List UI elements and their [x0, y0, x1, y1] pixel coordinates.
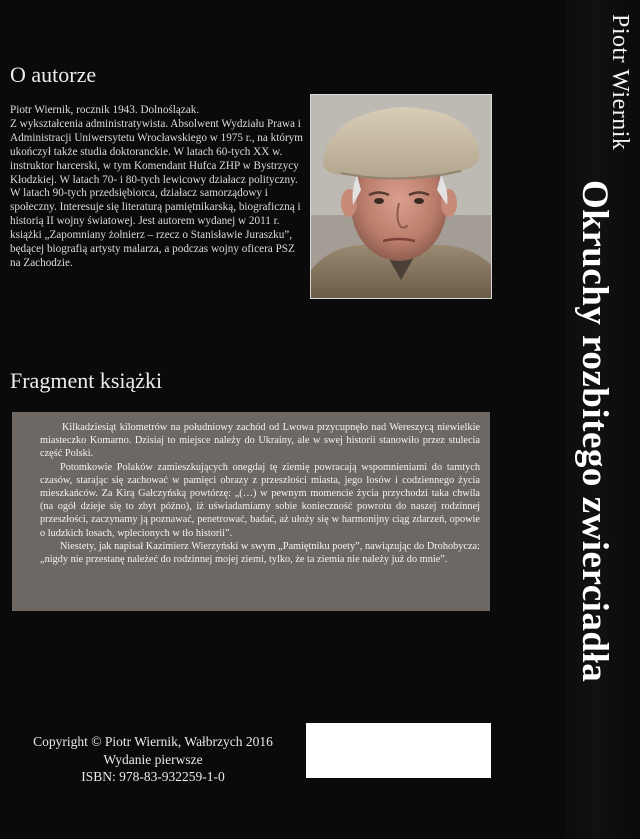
- colophon: [8, 733, 298, 786]
- spine-title: Okruchy rozbitego zwierciadła: [574, 180, 615, 683]
- isbn-line: ISBN: 978-83-932259-1-0: [81, 769, 225, 784]
- barcode-placeholder: [306, 723, 491, 778]
- fragment-paragraph: Potomkowie Polaków zamieszkujących onegdaj tę ziemię powracają wspomnieniami do tamtych czasów, starając się zachować w pamięci obrazy z przeszłości miasta, jego losów i codziennego życia mieszkańców. Za Kirą Gałczyńską powtórzę: „(…) w pewnym momencie życia przychodzi taka chwila (na ogół dzieje się to zbyt późno), iż uświadamiamy sobie konieczność powrotu do naszej rodzinnej przeszłości, zaczynamy ją poznawać, penetrować, badać, aż ułoży się w harmonijny ciąg zdarzeń, opowie o ludzkich losach, wplecionych w tło historii”.: [40, 461, 480, 539]
- copyright-line: Copyright © Piotr Wiernik, Wałbrzych 2016: [33, 734, 273, 749]
- book-fragment-box: [12, 412, 490, 611]
- bio-line: Piotr Wiernik, rocznik 1943. Dolnoślązak.: [10, 104, 200, 116]
- spine-author: Piotr Wiernik: [607, 14, 633, 151]
- fragment-paragraph: Kilkadziesiąt kilometrów na południowy zachód od Lwowa przycupnęło nad Wereszycą niewielkie miasteczko Komarno. Dzisiaj to miejsce należy do Ukrainy, ale w swej historii stanowiło przez stulecia część Polski.: [40, 422, 480, 460]
- book-fragment-heading: Fragment książki: [10, 368, 163, 393]
- author-portrait-image: [311, 95, 491, 298]
- fragment-paragraph: Niestety, jak napisał Kazimierz Wierzyński w swym „Pamiętniku poety”, nawiązując do Drohobycza: „nigdy nie przestanę należeć do rodzinnej mojej ziemi, tylko, że ta ziemia nie należy już do mnie”.: [40, 540, 480, 566]
- bio-paragraph: Z wykształcenia administratywista. Absolwent Wydziału Prawa i Administracji Uniwersytetu Wrocławskiego w 1975 r., na którym ukończył także studia doktoranckie. W latach 60-tych XX w. instruktor harcerski, w tym Komendant Hufca ZHP w Bystrzycy Kłodzkiej. W latach 70- i 80-tych lewicowy działacz polityczny. W latach 90-tych przedsiębiorca, działacz samorządowy i społeczny. Interesuje się literaturą pamiętnikarską, biograficzną i historią II wojny światowej. Jest autorem wydanej w 2011 r. książki „Zapomniany żołnierz – rzecz o Stanisławie Juraszku”, będącej biografią artysty malarza, a podczas wojny oficera PSZ na Zachodzie.: [10, 117, 303, 269]
- author-bio: [10, 104, 306, 271]
- author-photo: [310, 94, 492, 299]
- edition-line: Wydanie pierwsze: [103, 751, 203, 767]
- about-author-heading: O autorze: [10, 62, 97, 87]
